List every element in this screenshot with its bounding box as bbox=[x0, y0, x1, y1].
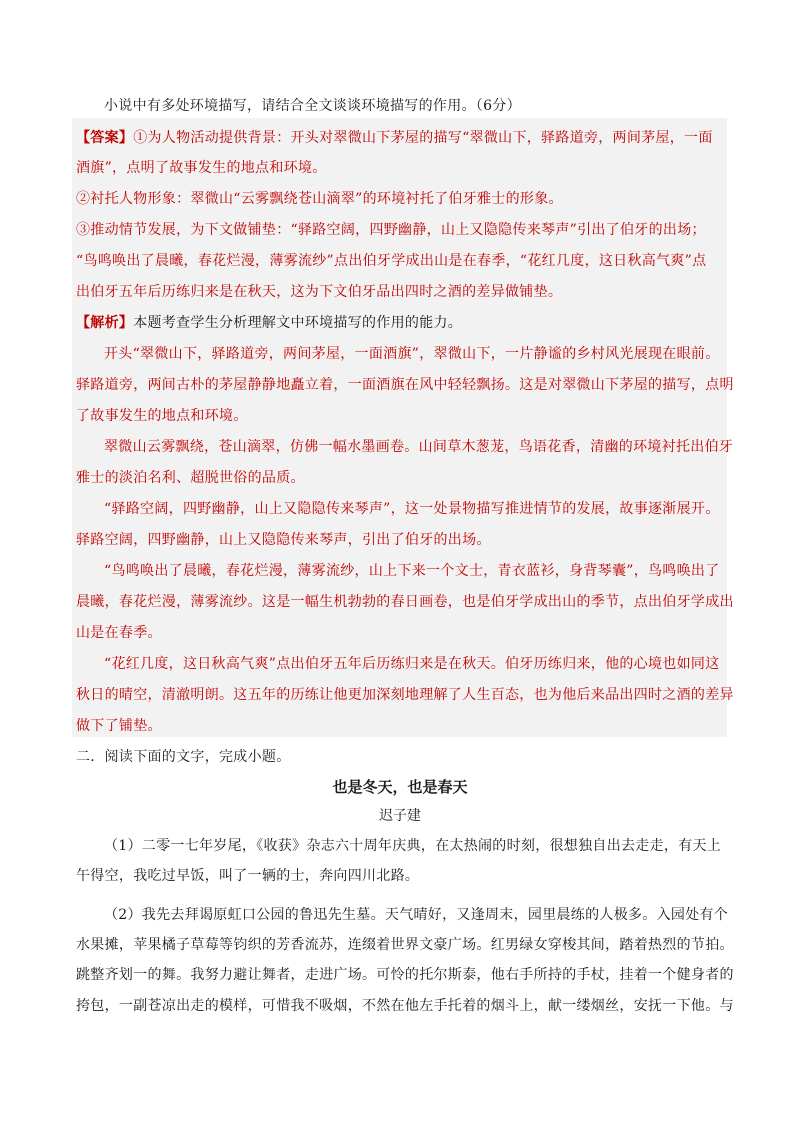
analysis-p1-line-2: 驿路道旁，两间古朴的茅屋静静地矗立着，一面酒旗在风中轻轻飘扬。这是对翠微山下茅屋的描写，点明 bbox=[76, 377, 734, 393]
analysis-p1-line-3: 了故事发生的地点和环境。 bbox=[76, 408, 248, 424]
answer-line-6: 出伯牙五年后历练归来是在秋天，这为下文伯牙品出四时之酒的差异做铺垫。 bbox=[76, 284, 563, 300]
analysis-p5-line-3: 做下了铺垫。 bbox=[76, 718, 162, 734]
analysis-p3-line-2: 驿路空阔，四野幽静，山上又隐隐传来琴声，引出了伯牙的出场。 bbox=[76, 532, 491, 548]
answer-line-2: 酒旗”，点明了故事发生的地点和环境。 bbox=[76, 160, 327, 176]
article-p2-line-3: 跳整齐划一的舞。我努力避让舞者，走进广场。可怜的托尔斯泰，他右手所持的手杖，挂着一个健身者的 bbox=[76, 967, 734, 983]
analysis-p5-line-2: 秋日的晴空，清澈明朗。这五年的历练让他更加深刻地理解了人生百态，也为他后来品出四时之酒的差异 bbox=[76, 687, 734, 703]
article-title: 也是冬天，也是春天 bbox=[332, 778, 468, 796]
analysis-p1-line-1: 开头“翠微山下，驿路道旁，两间茅屋，一面酒旗”，翠微山下，一片静谧的乡村风光展现在眼前。 bbox=[104, 346, 720, 362]
article-p1-line-1: （1）二零一七年岁尾，《收获》杂志六十周年庆典，在太热闹的时刻，很想独自出去走走，有天上 bbox=[104, 838, 722, 854]
answer-tag: 【答案】 bbox=[76, 130, 134, 146]
article-p2-line-2: 水果摊，苹果橘子草莓等钧织的芳香流苏，连缀着世界文豪广场。红男绿女穿梭其间，踏着热烈的节拍。 bbox=[76, 937, 734, 953]
answer-text: ①为人物活动提供背景：开头对翠微山下茅屋的描写“翠微山下，驿路道旁，两间茅屋，一面 bbox=[133, 130, 713, 146]
analysis-p3-line-1: “驿路空阔，四野幽静，山上又隐隐传来琴声”，这一处景物描写推进情节的发展，故事逐渐展开。 bbox=[104, 501, 720, 517]
answer-line-1 bbox=[76, 128, 713, 148]
article-p1-line-2: 午得空，我吃过早饭，叫了一辆的士，奔向四川北路。 bbox=[76, 868, 420, 884]
analysis-p4-line-2: 晨曦，春花烂漫，薄雾流纱。这是一幅生机勃勃的春日画卷，也是伯牙学成出山的季节，点出伯牙学成出 bbox=[76, 594, 734, 610]
analysis-p4-line-1: “鸟鸣唤出了晨曦，春花烂漫，薄雾流纱，山上下来一个文士，青衣蓝衫，身背琴囊”，鸟鸣唤出了 bbox=[104, 563, 720, 579]
analysis-p5-line-1: “花红几度，这日秋高气爽”点出伯牙五年后历练归来是在秋天。伯牙历练归来，他的心境也如同这 bbox=[104, 656, 720, 672]
analysis-line-intro bbox=[76, 313, 462, 333]
article-p2-line-4: 挎包，一副苍凉出走的模样，可惜我不吸烟，不然在他左手托着的烟斗上，献一缕烟丝，安抚一下他。与 bbox=[76, 998, 734, 1014]
answer-line-3: ②衬托人物形象：翠微山“云雾飘绕苍山滴翠”的环境衬托了伯牙雅士的形象。 bbox=[76, 191, 563, 207]
analysis-p2-line-1: 翠微山云雾飘绕，苍山滴翠，仿佛一幅水墨画卷。山间草木葱茏，鸟语花香，清幽的环境衬托出伯牙 bbox=[104, 439, 734, 455]
question-text: 小说中有多处环境描写，请结合全文谈谈环境描写的作用。（6分） bbox=[104, 98, 521, 114]
article-author: 迟子建 bbox=[379, 808, 421, 824]
analysis-p2-line-2: 雅士的淡泊名利、超脱世俗的品质。 bbox=[76, 470, 305, 486]
analysis-p4-line-3: 山是在春季。 bbox=[76, 625, 162, 641]
answer-line-4: ③推动情节发展，为下文做铺垫：“驿路空阔，四野幽静，山上又隐隐传来琴声”引出了伯牙的出场； bbox=[76, 222, 706, 238]
analysis-tag: 【解析】 bbox=[76, 315, 134, 331]
answer-analysis-block bbox=[72, 118, 727, 737]
article-p2-line-1: （2）我先去拜谒原虹口公园的鲁迅先生墓。天气晴好，又逢周末，园里晨练的人极多。入园处有个 bbox=[104, 907, 729, 923]
answer-line-5: “鸟鸣唤出了晨曦，春花烂漫，薄雾流纱”点出伯牙学成出山是在春季，“花红几度，这日秋高气爽”点 bbox=[76, 253, 707, 269]
section-two-heading: 二．阅读下面的文字，完成小题。 bbox=[76, 749, 291, 765]
analysis-intro-text: 本题考查学生分析理解文中环境描写的作用的能力。 bbox=[133, 315, 463, 331]
